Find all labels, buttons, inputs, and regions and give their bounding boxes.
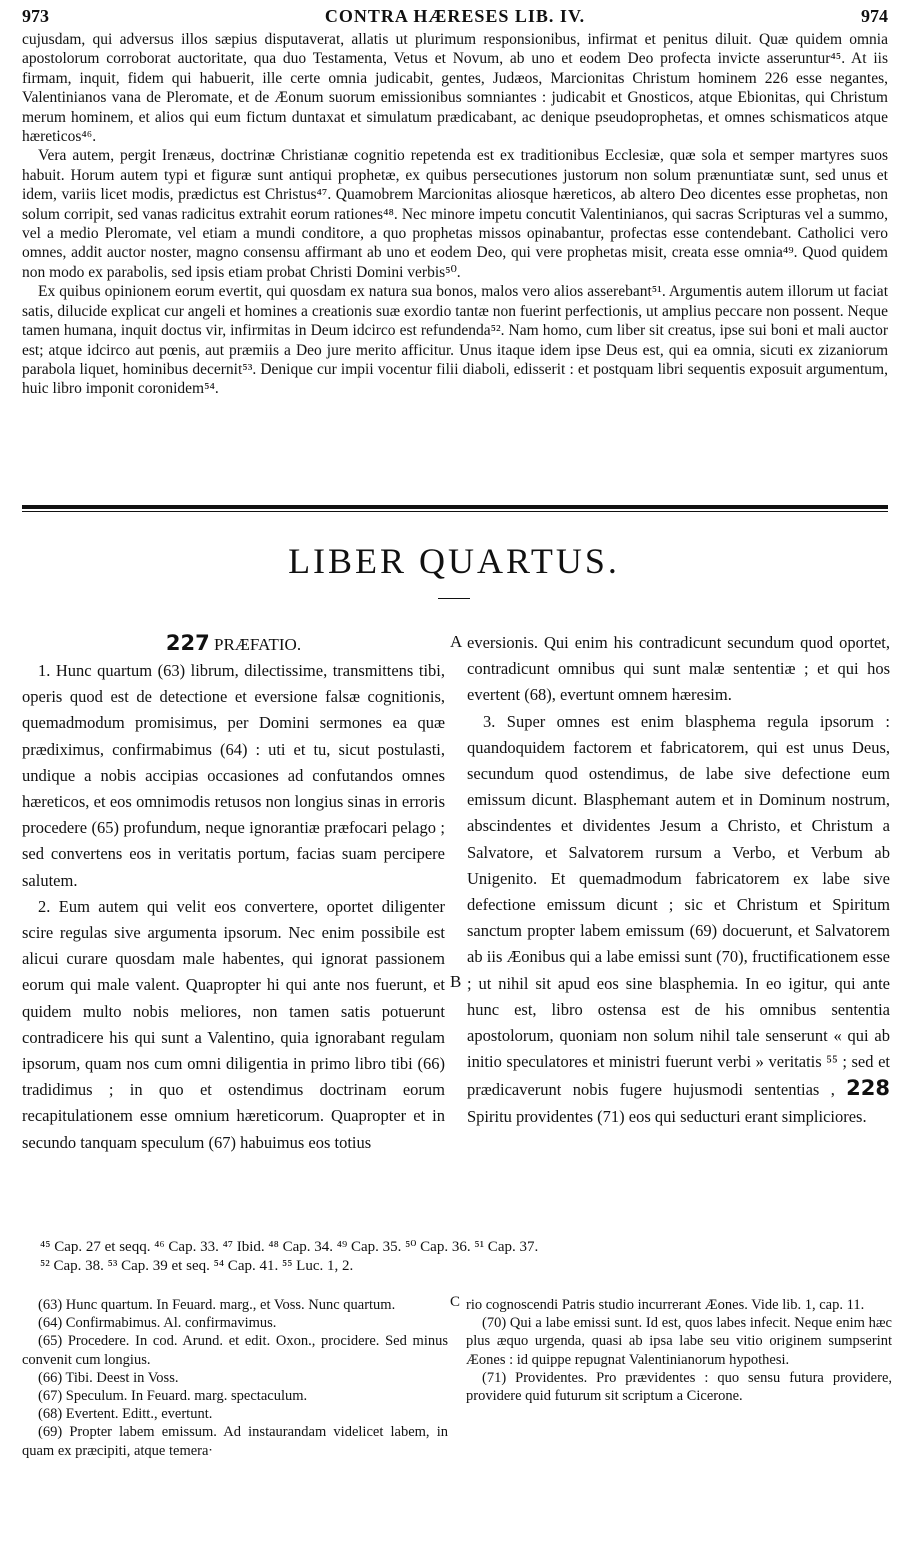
running-title: CONTRA HÆRESES LIB. IV. [324,6,586,26]
footnote: (67) Speculum. In Feuard. marg. spectaculum. [38,1388,308,1405]
page-number-left: 973 [22,6,49,26]
footnote: (63) Hunc quartum. In Feuard. marg., et Voss. Nunc quartum. [38,1297,396,1313]
margin-letter-b: B [450,972,462,991]
right-column [467,630,890,1130]
section-divider [22,505,888,509]
scripture-references [40,1238,890,1276]
footnote: (65) Procedere. In cod. Arund. et edit. Oxon., procidere. Sed minus convenit cum longius. [22,1333,448,1368]
title-rule [438,598,470,599]
footnote: (64) Confirmabimus. Al. confirmavimus. [38,1315,277,1332]
body-paragraph: 2. Eum autem qui velit eos convertere, oportet diligenter scire regulas sive argumenta ipsorum. Nec enim possibile est alicui curare quosdam male habentes, qui ignorat passionem eorum qui male valent. Quapropter hi qui ante nos fuerunt, et quidem multo nobis meliores, non tamen satis potuerunt contradicere his qui sunt a Valentino, quia ignorabant regulam ipsorum, quam nos cum omni diligentia in primo libro tibi (66) tradidimus ; in quo et ostendimus doctrinam eorum recapitulationem esse omnium hæreticorum. Quapropter et in secundo tanquam speculum (67) habuimus eos totius [22,896,445,1152]
footnote: (70) Qui a labe emissi sunt. Id est, quos labes infecit. Neque enim hæc plus æquo urgenda, quasi ab ipsa labe seu vitio originem sumpserint Æones : id quippe repugnat Valentinianorum hypothesi. [466,1315,892,1368]
reference-line: ⁵² Cap. 38. ⁵³ Cap. 39 et seq. ⁵⁴ Cap. 41. ⁵⁵ Luc. 1, 2. [40,1258,354,1274]
footnote: (68) Evertent. Editt., evertunt. [38,1406,213,1423]
section-divider-thin [22,511,888,512]
summary-paragraph: Vera autem, pergit Irenæus, doctrinæ Christianæ cognitio repetenda est ex traditionibus Ecclesiæ, quæ sola et semper martyres suos habuit. Horum autem typi et figuræ sunt antiqui prophetæ, ex quibus persecutiones justorum non solum prænuntiatæ sunt, sed unus et idem, variis licet modis, prædictus est Christus⁴⁷. Quamobrem Marcionitas aliosque hæreticos, ab altero Deo dicentes esse prophetas, non solum corripit, sed vanas radicitus extrahit eorum rationes⁴⁸. Nec minore impetu concutit Valentinianos, qui sacras Scripturas vel a summo, vel a medio Pleromate, vel etiam a mundi conditore, a quo prophetas missos opinabantur, profectas esse contendebant. Catholici vero omnes, addit auctor noster, magno consensu affirmant ab uno et eodem Deo, qui vere prophetas misit, creata esse omnia⁴⁹. Quod quidem non modo ex parabolis, sed ipsis etiam probat Christi Domini verbis⁵⁰. [22,147,888,281]
section-number: 227 [165,631,210,655]
body-paragraph [467,709,890,1130]
preface-title: PRÆFATIO. [214,635,302,654]
summary-paragraph: Ex quibus opinionem eorum evertit, qui quosdam ex natura sua bonos, malos vero alios asserebant⁵¹. Argumentis autem illorum ut faciat satis, dilucide explicat cur angeli et homines a creationis suæ exordio tantæ non fuerint perfectionis, ut amplius peccare non possent. Neque tamen humana, inquit doctus vir, infirmitas in Deum idcirco est refundenda⁵². Nam homo, cum liber sit creatus, ipse sui boni et mali auctor est; atque idcirco aut pœnis, aut præmiis a Deo jure merito afficitur. Unus itaque idem ipse Deus est, qui ea omnia, sicuti ex zizaniorum parabola liquet, hominibus decernit⁵³. Denique cur impii vocentur filii diaboli, edisserit : et postquam libri sequentis exposuit argumentum, huic libro imponit coronidem⁵⁴. [22,283,888,398]
section-number: 228 [846,1076,891,1101]
margin-letter-c: C [450,1294,461,1310]
book-summary [22,30,888,399]
body-text: Spiritu providentes (71) eos qui seducturi erant simpliciores. [467,1106,867,1126]
body-paragraph: eversionis. Qui enim his contradicunt secundum quod oportet, contradicunt omnibus qui sunt malæ sententiæ ; et qui hos evertent (68), evertunt omnem hæresim. [467,633,890,705]
margin-letter-a: A [450,632,463,651]
footnote: (71) Providentes. Pro prævidentes : quo sensu futura providere, providere quid futurum sit scriptum a Cicerone. [466,1369,892,1405]
body-text: 3. Super omnes est enim blasphema regula ipsorum : quandoquidem factorem et fabricatorem, qui est unus Deus, secundum quod ostendimus, de labe sive defectione eum emissum dicunt. Blasphemant autem et in Dominum nostrum, abscindentes et dividentes Jesum a Christo, et Christum a Salvatore, et Salvatorem rursum a Verbo, et Verbum ab Unigenito. Et quemadmodum fabricatorem ex labe sive defectione emissum dicunt ; sic et Christum et Spiritum sanctum propter labem emissum (69) docuerunt, et Salvatorem ab iis Æonibus qui a labe emissi sunt (70), fructificationem esse ; ut nihil sit apud eos sine blasphemia. In eo igitur, qui ante hunc est, libro ostensa est de his omnibus sententia apostolorum, quoniam non solum nihil tale senserunt « qui ab initio speculatores et ministri fuerunt verbi » veritatis ⁵⁵ ; sed et prædicaverunt nobis fugere hujusmodi sententias , [467,711,890,1100]
footnote: (69) Propter labem emissum. Ad instaurandam videlicet labem, in quam ex præcipiti, atque temeraᐧ [22,1424,448,1459]
body-paragraph: 1. Hunc quartum (63) librum, dilectissime, transmittens tibi, operis quod est de detectione et eversione falsæ cognitionis, quemadmodum promisimus, per Domini sermones ea quæ prædiximus, confirmabimus (64) : uti et tu, sicut postulasti, undique a nobis accipias occasiones ad confutandos omnes hæreticos, et eos omnimodis retusos non longius sinas in erroris procedere (65) profundum, neque ignorantiæ præfocari pelago ; sed convertens eos in veritatis portum, facias suam percipere salutem. [22,661,445,890]
preface-heading [22,630,445,658]
footnote: (66) Tibi. Deest in Voss. [38,1369,179,1386]
page-number-right: 974 [861,6,888,26]
book-title: LIBER QUARTUS. [288,541,620,581]
footnotes-right [466,1296,892,1405]
reference-line: ⁴⁵ Cap. 27 et seqq. ⁴⁶ Cap. 33. ⁴⁷ Ibid. ⁴⁸ Cap. 34. ⁴⁹ Cap. 35. ⁵⁰ Cap. 36. ⁵¹ Cap. 37. [40,1239,539,1255]
left-column [22,630,445,1156]
footnote: rio cognoscendi Patris studio incurrerant Æones. Vide lib. 1, cap. 11. [466,1297,865,1313]
footnotes-left [22,1296,448,1460]
summary-paragraph: cujusdam, qui adversus illos sæpius disputaverat, allatis ut plurimum responsionibus, infirmat et penitus diluit. Quæ quidem omnia apostolorum corroborat auctoritate, qua duo Testamenta, Vetus et Novum, ab uno et eodem Deo profecta invicte asseruntur⁴⁵. At iis firmam, inquit, fidem qui habuerit, ille certe omnia judicabit, gentes, Judæos, Marcionitas Christum hominem 226 esse negantes, Valentinianos vana de Pleromate, et de Æonum suorum emissionibus somniantes : judicabit et Gnosticos, atque Ebionitas, qui Christum merum hominem, et alios qui eum fictum duntaxat et simulatum prædicabant, ac denique pseudoprophetas, et omnes schismaticos atque hæreticos⁴⁶. [22,31,888,146]
